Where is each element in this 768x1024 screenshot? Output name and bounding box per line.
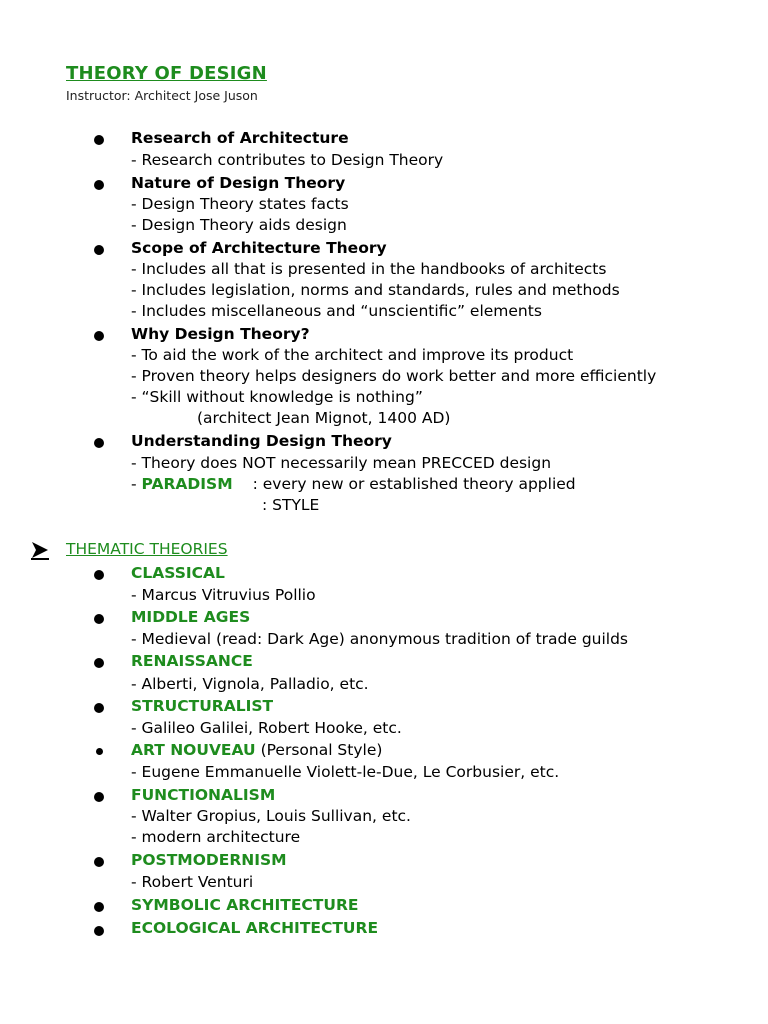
- item-line: - Includes miscellaneous and “unscientific” elements: [131, 302, 542, 320]
- bullet-icon: [94, 902, 104, 912]
- bullet-icon: [94, 792, 104, 802]
- theme-note: - Alberti, Vignola, Palladio, etc.: [131, 675, 369, 693]
- theme-note: - Marcus Vitruvius Pollio: [131, 586, 316, 604]
- theme-note: - Walter Gropius, Louis Sullivan, etc.: [131, 807, 411, 825]
- theme-art-nouveau: [131, 740, 382, 760]
- quote-attribution: (architect Jean Mignot, 1400 AD): [197, 409, 451, 427]
- bullet-icon: [94, 438, 104, 448]
- section-title: THEMATIC THEORIES: [66, 540, 228, 558]
- bullet-icon: [94, 570, 104, 580]
- bullet-icon: [94, 331, 104, 341]
- theme-name: MIDDLE AGES: [131, 608, 251, 626]
- theme-name: STRUCTURALIST: [131, 697, 274, 715]
- bullet-icon: [94, 857, 104, 867]
- bullet-icon: [94, 658, 104, 668]
- item-heading: Nature of Design Theory: [131, 174, 346, 192]
- paradism-term: PARADISM: [141, 475, 233, 493]
- theme-name: FUNCTIONALISM: [131, 786, 276, 804]
- bullet-icon: [94, 135, 104, 145]
- instructor-line: Instructor: Architect Jose Juson: [66, 88, 258, 103]
- item-line: - Proven theory helps designers do work better and more efficiently: [131, 367, 657, 385]
- bullet-icon: [96, 748, 103, 755]
- item-line: - “Skill without knowledge is nothing”: [131, 388, 423, 406]
- theme-suffix: (Personal Style): [255, 741, 383, 759]
- paradism-line: [131, 474, 576, 494]
- theme-name: POSTMODERNISM: [131, 851, 287, 869]
- paradism-def-1: : every new or established theory applied: [252, 475, 576, 493]
- theme-name: SYMBOLIC ARCHITECTURE: [131, 896, 359, 914]
- paradism-def-2: : STYLE: [262, 496, 320, 514]
- theme-name: CLASSICAL: [131, 564, 225, 582]
- theme-note: - Eugene Emmanuelle Violett-le-Due, Le Corbusier, etc.: [131, 763, 560, 781]
- document-title: THEORY OF DESIGN: [66, 63, 267, 84]
- item-line: - Includes legislation, norms and standards, rules and methods: [131, 281, 620, 299]
- item-line: - Theory does NOT necessarily mean PRECCED design: [131, 454, 552, 472]
- item-heading: Why Design Theory?: [131, 325, 310, 343]
- item-heading: Scope of Architecture Theory: [131, 239, 387, 257]
- theme-note: - Medieval (read: Dark Age) anonymous tradition of trade guilds: [131, 630, 629, 648]
- theme-name: ECOLOGICAL ARCHITECTURE: [131, 919, 379, 937]
- item-heading: Understanding Design Theory: [131, 432, 392, 450]
- item-line: - Design Theory aids design: [131, 216, 347, 234]
- theme-name: RENAISSANCE: [131, 652, 253, 670]
- item-heading: Research of Architecture: [131, 129, 349, 147]
- bullet-icon: [94, 245, 104, 255]
- arrow-bullet-icon: [31, 541, 49, 559]
- bullet-icon: [94, 180, 104, 190]
- theme-note: - modern architecture: [131, 828, 301, 846]
- theme-name: ART NOUVEAU: [131, 741, 256, 759]
- item-line: - Includes all that is presented in the handbooks of architects: [131, 260, 607, 278]
- bullet-icon: [94, 614, 104, 624]
- item-line: - Research contributes to Design Theory: [131, 151, 444, 169]
- item-line: - To aid the work of the architect and improve its product: [131, 346, 574, 364]
- arrow-underline: [31, 558, 49, 560]
- theme-note: - Galileo Galilei, Robert Hooke, etc.: [131, 719, 402, 737]
- paradism-prefix: -: [131, 475, 142, 493]
- bullet-icon: [94, 703, 104, 713]
- theme-note: - Robert Venturi: [131, 873, 254, 891]
- bullet-icon: [94, 926, 104, 936]
- item-line: - Design Theory states facts: [131, 195, 349, 213]
